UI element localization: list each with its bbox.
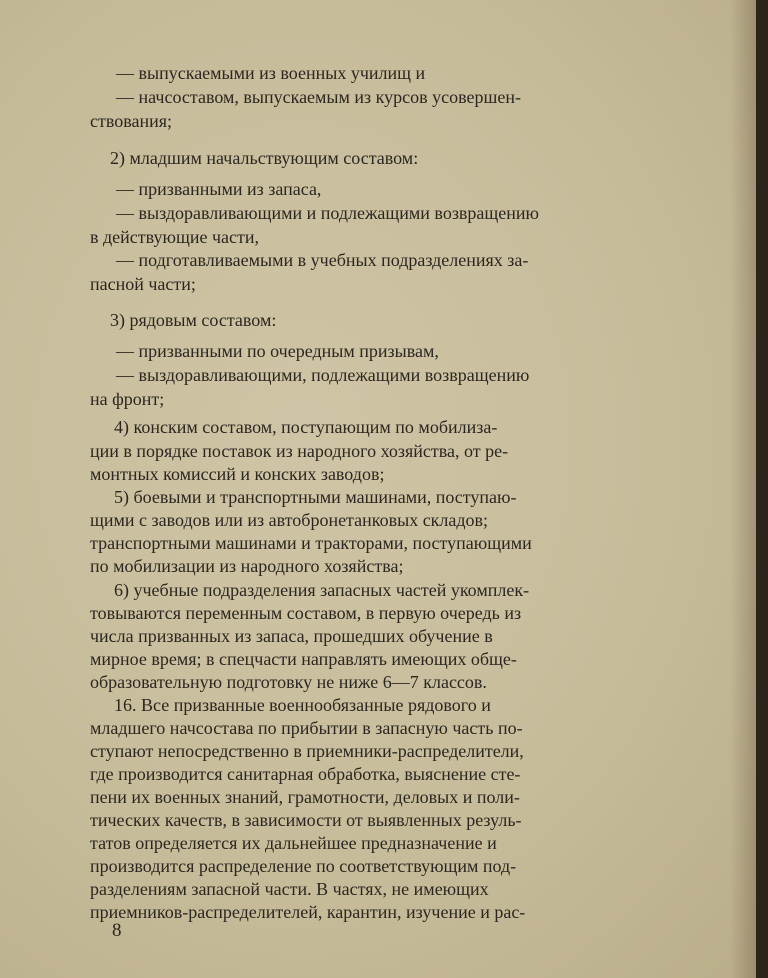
page-number: 8 <box>112 920 122 941</box>
text-line: — начсоставом, выпускаемым из курсов усовершен- <box>116 87 521 107</box>
text-line: образовательную подготовку не ниже 6—7 классов. <box>90 672 487 692</box>
text-line: ствования; <box>90 111 173 131</box>
text-line: тических качеств, в зависимости от выявленных резуль- <box>90 810 522 830</box>
text-line: — выздоравливающими и подлежащими возвращению <box>116 203 539 223</box>
text-line: — подготавливаемыми в учебных подразделениях за- <box>116 250 529 270</box>
text-line: приемников-распределителей, карантин, изучение и рас- <box>90 902 526 922</box>
text-line: ции в порядке поставок из народного хозяйства, от ре- <box>90 441 509 461</box>
text-line: татов определяется их дальнейшее предназначение и <box>90 833 497 853</box>
text-line: 16. Все призванные военнообязанные рядового и <box>114 695 491 715</box>
text-line: младшего начсостава по прибытии в запасную часть по- <box>90 718 523 738</box>
text-line: — призванными из запаса, <box>116 179 322 199</box>
text-line: где производится санитарная обработка, выяснение сте- <box>90 764 521 784</box>
text-line: товываются переменным составом, в первую очередь из <box>90 603 522 623</box>
text-line: в действующие части, <box>90 227 259 247</box>
text-line: по мобилизации из народного хозяйства; <box>90 556 404 576</box>
text-line: пени их военных знаний, грамотности, деловых и поли- <box>90 787 520 807</box>
text-line: мирное время; в спецчасти направлять имеющих обще- <box>90 649 517 669</box>
text-line: пасной части; <box>90 274 196 294</box>
text-line: щими с заводов или из автобронетанковых складов; <box>90 510 489 530</box>
text-line: — призванными по очередным призывам, <box>116 341 439 361</box>
text-line: транспортными машинами и тракторами, поступающими <box>90 533 532 553</box>
text-line: 6) учебные подразделения запасных частей укомплек- <box>114 580 530 600</box>
text-line: ступают непосредственно в приемники-распределители, <box>90 741 524 761</box>
text-line: производится распределение по соответствующим под- <box>90 856 517 876</box>
text-line: 2) младшим начальствующим составом: <box>110 148 419 168</box>
text-line: числа призванных из запаса, прошедших обучение в <box>90 626 493 646</box>
text-line: разделениям запасной части. В частях, не имеющих <box>90 879 489 899</box>
text-line: — выпускаемыми из военных училищ и <box>116 63 426 83</box>
text-line: 4) конским составом, поступающим по мобилиза- <box>114 417 498 437</box>
text-line: — выздоравливающими, подлежащими возвращению <box>116 365 530 385</box>
text-line: монтных комиссий и конских заводов; <box>90 464 385 484</box>
text-line: 3) рядовым составом: <box>110 310 277 330</box>
text-line: на фронт; <box>90 389 165 409</box>
text-line: 5) боевыми и транспортными машинами, поступаю- <box>114 487 517 507</box>
